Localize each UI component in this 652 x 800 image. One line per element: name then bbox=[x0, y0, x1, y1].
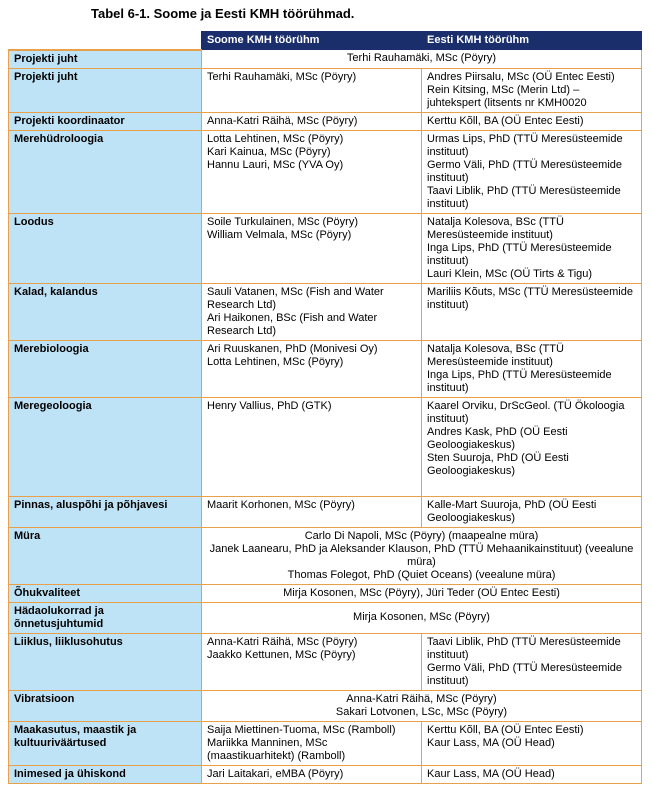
member-line: Kari Kainua, MSc (Pöyry) bbox=[207, 145, 331, 158]
member-line: Mariikka Manninen, MSc (maastikuarhitekt) (Ramboll) bbox=[207, 736, 346, 762]
eesti-members-cell bbox=[422, 397, 642, 496]
table-row bbox=[9, 633, 642, 690]
member-line: Kerttu Kõll, BA (OÜ Entec Eesti) bbox=[427, 723, 584, 736]
member-line: Andres Kask, PhD (OÜ Eesti Geoloogiakeskus) bbox=[427, 425, 568, 451]
member-line: Ari Ruuskanen, PhD (Monivesi Oy) bbox=[207, 342, 378, 355]
eesti-members-cell bbox=[422, 721, 642, 765]
member-line: Natalja Kolesova, BSc (TTÜ Meresüsteemide instituut) bbox=[427, 342, 564, 368]
joint-members-cell bbox=[202, 602, 642, 633]
member-line: Saija Miettinen-Tuoma, MSc (Ramboll) bbox=[207, 723, 396, 736]
table-row bbox=[9, 721, 642, 765]
row-label: Merebioloogia bbox=[9, 340, 202, 397]
row-label: Kalad, kalandus bbox=[9, 283, 202, 340]
member-line: Thomas Folegot, PhD (Quiet Oceans) (veealune müra) bbox=[287, 568, 556, 581]
row-label: Inimesed ja ühiskond bbox=[9, 765, 202, 783]
member-line: Inga Lips, PhD (TTÜ Meresüsteemide instituut) bbox=[427, 241, 612, 267]
joint-members-cell bbox=[202, 50, 642, 69]
member-line: Terhi Rauhamäki, MSc (Pöyry) bbox=[346, 52, 497, 64]
eesti-members-cell bbox=[422, 496, 642, 527]
member-line: Rein Kitsing, MSc (Merin Ltd) – juhtekspert (litsents nr KMH0020 bbox=[427, 83, 587, 109]
member-line: Lotta Lehtinen, MSc (Pöyry) bbox=[207, 355, 344, 368]
table-title: Tabel 6-1. Soome ja Eesti KMH töörühmad. bbox=[91, 6, 355, 21]
member-line: Kaur Lass, MA (OÜ Head) bbox=[427, 736, 555, 749]
table-row bbox=[9, 130, 642, 213]
member-line: Jari Laitakari, eMBA (Pöyry) bbox=[207, 767, 344, 780]
member-line: Kaur Lass, MA (OÜ Head) bbox=[427, 767, 555, 780]
member-line: Lauri Klein, MSc (OÜ Tirts & Tigu) bbox=[427, 267, 593, 280]
member-line: Sauli Vatanen, MSc (Fish and Water Research Ltd) bbox=[207, 285, 384, 311]
member-line: William Velmala, MSc (Pöyry) bbox=[207, 228, 352, 241]
member-line: Ari Haikonen, BSc (Fish and Water Research Ltd) bbox=[207, 311, 378, 337]
member-line: Lotta Lehtinen, MSc (Pöyry) bbox=[207, 132, 344, 145]
header-soome: Soome KMH töörühm bbox=[202, 32, 422, 50]
table-row bbox=[9, 602, 642, 633]
row-label: Projekti juht bbox=[9, 50, 202, 69]
member-line: Mirja Kosonen, MSc (Pöyry) bbox=[353, 611, 490, 623]
table-row bbox=[9, 527, 642, 584]
soome-members-cell bbox=[202, 496, 422, 527]
member-line: Germo Väli, PhD (TTÜ Meresüsteemide instituut) bbox=[427, 158, 622, 184]
table-row bbox=[9, 496, 642, 527]
table-row bbox=[9, 68, 642, 112]
soome-members-cell bbox=[202, 68, 422, 112]
eesti-members-cell bbox=[422, 340, 642, 397]
member-line: Taavi Liblik, PhD (TTÜ Meresüsteemide instituut) bbox=[427, 184, 621, 210]
soome-members-cell bbox=[202, 112, 422, 130]
member-line: Soile Turkulainen, MSc (Pöyry) bbox=[207, 215, 358, 228]
soome-members-cell bbox=[202, 340, 422, 397]
member-line: Kerttu Kõll, BA (OÜ Entec Eesti) bbox=[427, 114, 584, 127]
table-row bbox=[9, 340, 642, 397]
member-line: Carlo Di Napoli, MSc (Pöyry) (maapealne müra) bbox=[304, 529, 539, 542]
soome-members-cell bbox=[202, 283, 422, 340]
member-line: Sakari Lotvonen, LSc, MSc (Pöyry) bbox=[335, 705, 508, 718]
member-line: Jaakko Kettunen, MSc (Pöyry) bbox=[207, 648, 356, 661]
member-line: Janek Laanearu, PhD ja Aleksander Klauson, PhD (TTÜ Mehaanikainstituut) (veealune müra) bbox=[209, 542, 634, 568]
member-line: Inga Lips, PhD (TTÜ Meresüsteemide instituut) bbox=[427, 368, 612, 394]
row-label: Loodus bbox=[9, 213, 202, 283]
header-eesti: Eesti KMH töörühm bbox=[422, 32, 642, 50]
row-label: Õhukvaliteet bbox=[9, 584, 202, 602]
member-line: Anna-Katri Räihä, MSc (Pöyry) bbox=[346, 692, 497, 705]
row-label: Maakasutus, maastik ja kultuuriväärtused bbox=[9, 721, 202, 765]
row-label: Vibratsioon bbox=[9, 690, 202, 721]
table-body bbox=[9, 50, 642, 784]
eesti-members-cell bbox=[422, 68, 642, 112]
member-line: Mirja Kosonen, MSc (Pöyry), Jüri Teder (OÜ Entec Eesti) bbox=[283, 586, 560, 599]
joint-members-cell bbox=[202, 527, 642, 584]
soome-members-cell bbox=[202, 633, 422, 690]
eesti-members-cell bbox=[422, 112, 642, 130]
member-line: Terhi Rauhamäki, MSc (Pöyry) bbox=[207, 70, 357, 83]
member-line: Urmas Lips, PhD (TTÜ Meresüsteemide instituut) bbox=[427, 132, 623, 158]
member-line: Kaarel Orviku, DrScGeol. (TÜ Ökoloogia instituut) bbox=[427, 399, 625, 425]
row-label: Projekti koordinaator bbox=[9, 112, 202, 130]
soome-members-cell bbox=[202, 397, 422, 496]
soome-members-cell bbox=[202, 130, 422, 213]
table-row bbox=[9, 283, 642, 340]
member-line: Sten Suuroja, PhD (OÜ Eesti Geoloogiakeskus) bbox=[427, 451, 569, 477]
row-label: Projekti juht bbox=[9, 68, 202, 112]
team-table bbox=[8, 31, 642, 784]
member-line: Natalja Kolesova, BSc (TTÜ Meresüsteemide instituut) bbox=[427, 215, 564, 241]
soome-members-cell bbox=[202, 213, 422, 283]
table-row bbox=[9, 213, 642, 283]
row-label: Meregeoloogia bbox=[9, 397, 202, 496]
table-row bbox=[9, 50, 642, 69]
table-row bbox=[9, 584, 642, 602]
joint-members-cell bbox=[202, 584, 642, 602]
member-line: Germo Väli, PhD (TTÜ Meresüsteemide instituut) bbox=[427, 661, 622, 687]
row-label: Liiklus, liiklusohutus bbox=[9, 633, 202, 690]
table-row bbox=[9, 397, 642, 496]
table-row bbox=[9, 112, 642, 130]
row-label: Pinnas, aluspõhi ja põhjavesi bbox=[9, 496, 202, 527]
eesti-members-cell bbox=[422, 130, 642, 213]
row-label: Müra bbox=[9, 527, 202, 584]
eesti-members-cell bbox=[422, 633, 642, 690]
eesti-members-cell bbox=[422, 765, 642, 783]
table-row bbox=[9, 765, 642, 783]
eesti-members-cell bbox=[422, 283, 642, 340]
soome-members-cell bbox=[202, 765, 422, 783]
member-line: Anna-Katri Räihä, MSc (Pöyry) bbox=[207, 114, 358, 127]
table-header-row bbox=[9, 32, 642, 50]
soome-members-cell bbox=[202, 721, 422, 765]
table-row bbox=[9, 690, 642, 721]
member-line: Kalle-Mart Suuroja, PhD (OÜ Eesti Geoloogiakeskus) bbox=[427, 498, 597, 524]
eesti-members-cell bbox=[422, 213, 642, 283]
member-line: Taavi Liblik, PhD (TTÜ Meresüsteemide instituut) bbox=[427, 635, 621, 661]
header-blank bbox=[9, 32, 202, 50]
member-line: Mariliis Kõuts, MSc (TTÜ Meresüsteemide instituut) bbox=[427, 285, 633, 311]
member-line: Henry Vallius, PhD (GTK) bbox=[207, 399, 332, 412]
member-line: Andres Piirsalu, MSc (OÜ Entec Eesti) bbox=[427, 70, 615, 83]
member-line: Hannu Lauri, MSc (YVA Oy) bbox=[207, 158, 344, 171]
member-line: Maarit Korhonen, MSc (Pöyry) bbox=[207, 498, 355, 511]
joint-members-cell bbox=[202, 690, 642, 721]
row-label: Hädaolukorrad ja õnnetusjuhtumid bbox=[9, 602, 202, 633]
row-label: Merehüdroloogia bbox=[9, 130, 202, 213]
member-line: Anna-Katri Räihä, MSc (Pöyry) bbox=[207, 635, 358, 648]
